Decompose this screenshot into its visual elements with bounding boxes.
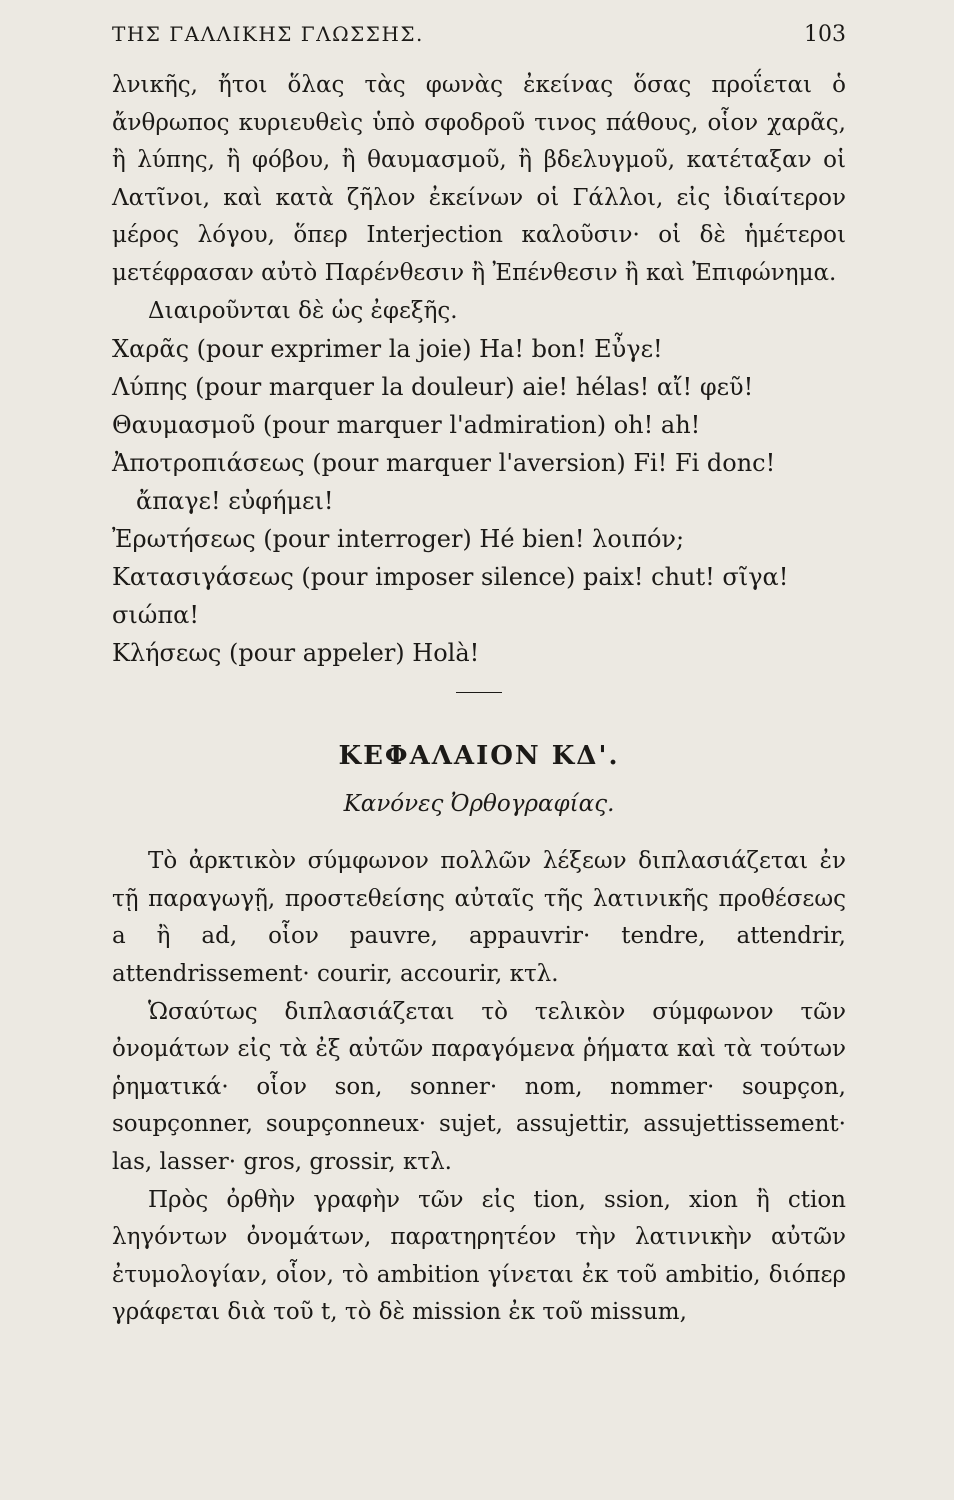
interjection-line: Λύπης (pour marquer la douleur) aie! hélas! αἴ! φεῦ!	[112, 373, 754, 402]
interjection-admiration	[112, 406, 846, 444]
interjection-question	[112, 520, 846, 558]
interjection-line-continued: ἄπαγε! εὐφήμει!	[136, 487, 334, 516]
interjection-line: Θαυμασμοῦ (pour marquer l'admiration) oh! ah!	[112, 411, 701, 440]
interjection-pain	[112, 368, 846, 406]
page-number: 103	[804, 22, 846, 47]
interjection-line: Ἀποτροπιάσεως (pour marquer l'aversion) Fi! Fi donc!	[112, 449, 776, 478]
interjection-line-continued: σιώπα!	[112, 601, 199, 630]
body-paragraph: Ὡσαύτως διπλασιάζεται τὸ τελικὸν σύμφωνον τῶν ὀνομάτων εἰς τὰ ἐξ αὐτῶν παραγόμενα ῥήματα καὶ τὰ τούτων ῥηματικά· οἷον son, sonner· nom, nommer· soupçon, soupçonner, soupçonneux· sujet, assujettir, assujettissement· las, lasser· gros, grossir, κτλ.	[112, 998, 846, 1175]
chapter-subtitle: Κανόνες Ὀρθογραφίας.	[343, 791, 615, 818]
interjection-line: Ἐρωτήσεως (pour interroger) Hé bien! λοιπόν;	[112, 525, 685, 554]
chapter-title: ΚΕΦΑΛΑΙΟΝ ΚΔ'.	[338, 741, 620, 772]
running-head-title: ΤΗΣ ΓΑΛΛΙΚΗΣ ΓΛΩΣΣΗΣ.	[112, 22, 424, 46]
interjection-silence	[112, 558, 846, 634]
interjection-call	[112, 634, 846, 672]
interjection-line: Κλήσεως (pour appeler) Holà!	[112, 639, 480, 668]
body-paragraph: Πρὸς ὀρθὴν γραφὴν τῶν εἰς tion, ssion, xion ἢ ction ληγόντων ὀνομάτων, παρατηρητέον τὴν λατινικὴν αὐτῶν ἐτυμολογίαν, οἷον, τὸ ambition γίνεται ἐκ τοῦ ambitio, διόπερ γράφεται διὰ τοῦ t, τὸ δὲ mission ἐκ τοῦ missum,	[112, 1186, 846, 1326]
interjection-line: Κατασιγάσεως (pour imposer silence) paix! chut! σῖγα!	[112, 563, 789, 592]
interjection-line: Χαρᾶς (pour exprimer la joie) Ha! bon! Εὖγε!	[112, 335, 663, 364]
section-divider	[456, 692, 502, 693]
running-head	[112, 22, 846, 47]
division-line: Διαιροῦνται δὲ ὡς ἐφεξῆς.	[148, 297, 458, 324]
intro-paragraph: λνικῆς, ἤτοι ὅλας τὰς φωνὰς ἐκείνας ὅσας προΐεται ὁ ἄνθρωπος κυριευθεὶς ὑπὸ σφοδροῦ τινος πάθους, οἷον χαρᾶς, ἢ λύπης, ἢ φόβου, ἢ θαυμασμοῦ, ἢ βδελυγμοῦ, κατέταξαν οἱ Λατῖνοι, καὶ κατὰ ζῆλον ἐκείνων οἱ Γάλλοι, εἰς ἰδιαίτερον μέρος λόγου, ὅπερ Interjection καλοῦσιν· οἱ δὲ ἡμέτεροι μετέφρασαν αὐτὸ Παρένθεσιν ἢ Ἐπένθεσιν ἢ καὶ Ἐπιφώνημα.	[112, 72, 846, 286]
body-paragraph: Τὸ ἀρκτικὸν σύμφωνον πολλῶν λέξεων διπλασιάζεται ἐν τῇ παραγωγῇ, προστεθείσης αὐταῖς τῆς λατινικῆς προθέσεως a ἢ ad, οἷον pauvre, appauvrir· tendre, attendrir, attendrissement· courir, accourir, κτλ.	[112, 848, 846, 987]
interjection-list	[112, 330, 846, 672]
interjection-joy	[112, 330, 846, 368]
interjection-aversion	[112, 444, 846, 520]
